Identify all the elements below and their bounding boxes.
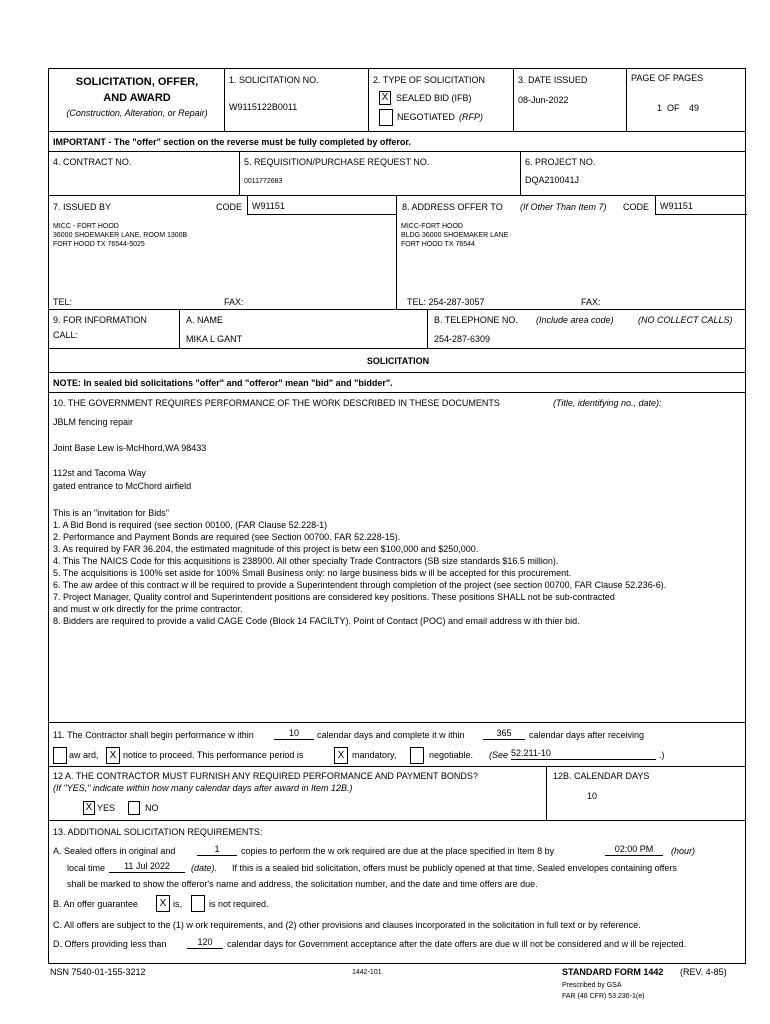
form-title-line2: AND AWARD	[103, 92, 171, 104]
form-title-line1: SOLICITATION, OFFER,	[75, 76, 199, 88]
item10-line: 4. This The NAICS Code for this acquisitions is 238900. All other specialty Trade Contractors (SB size standards $16.5 million).	[53, 556, 559, 566]
requisition-cell	[240, 152, 521, 195]
item13d-text1: D. Offers providing less than	[53, 939, 167, 949]
hour-label: (hour)	[671, 846, 696, 856]
address-offer-code-label: CODE	[623, 202, 650, 212]
info-call-collect-note: (NO COLLECT CALLS)	[638, 315, 733, 325]
date-issued-cell	[514, 69, 627, 131]
guarantee-not-checkbox[interactable]	[191, 895, 205, 912]
footer-form-name: STANDARD FORM 1442	[562, 967, 664, 977]
info-call-label-line1: 9. FOR INFORMATION	[53, 315, 147, 325]
sealed-bid-label: SEALED BID (IFB)	[396, 93, 472, 103]
item13a-text2: copies to perform the w ork required are due at the place specified in Item 8 by	[241, 846, 555, 856]
contract-no-cell	[49, 152, 240, 195]
item12b-cell	[547, 767, 747, 820]
issued-by-fax-label: FAX:	[224, 297, 244, 307]
project-no-value[interactable]: DQA210041J	[525, 175, 580, 185]
item11-text3: calendar days after receiving	[529, 730, 645, 740]
due-date-field[interactable]: 11 Jul 2022	[109, 861, 185, 873]
info-call-name-label: A. NAME	[186, 315, 224, 325]
project-no-label: 6. PROJECT NO.	[525, 157, 596, 167]
important-notice: IMPORTANT - The "offer" section on the reverse must be fully completed by offeror.	[53, 137, 411, 147]
item10-line: 7. Project Manager, Quality control and Superintendent positions are considered key positions. These positions SHALL not be sub-contracted	[53, 592, 615, 602]
negotiated-rfp-label: (RFP)	[459, 112, 483, 122]
guarantee-is-label: is,	[173, 899, 182, 909]
item10-line: 3. As required by FAR 36.204, the estimated magnitude of this project is betw een $100,000 and $250,000.	[53, 544, 479, 554]
issued-by-label: 7. ISSUED BY	[53, 202, 112, 212]
info-call-name-value[interactable]: MIKA L GANT	[186, 334, 243, 344]
address-offer-cell	[397, 196, 747, 309]
item10-row	[49, 393, 745, 723]
footer-far: FAR (48 CFR) 53.236-1(e)	[562, 993, 645, 1000]
due-time-field[interactable]: 02:00 PM	[605, 844, 663, 856]
bonds-no-checkbox[interactable]	[128, 801, 140, 815]
item10-line: 5. The acquisitions is 100% set aside for 100% Small Business only: no large business bids w ill be accepted for this procurement.	[53, 568, 572, 578]
item13a-text1: A. Sealed offers in original and	[53, 846, 176, 856]
info-call-area-code-note: (Include area code)	[536, 315, 614, 325]
solicitation-heading: SOLICITATION	[366, 356, 430, 366]
address-offer-tel: TEL: 254-287-3057	[407, 297, 485, 307]
address-offer-line3: FORT HOOD TX 76544	[401, 241, 475, 248]
item10-line: 6. The aw ardee of this contract w ill be required to provide a Superintendent through completion of the project (see section 00700, FAR Clause 52.236-6).	[53, 580, 667, 590]
see-end: .)	[659, 750, 665, 760]
page-of-pages-cell	[627, 69, 747, 131]
item10-line: 112st and Tacoma Way	[53, 468, 146, 478]
negotiated-label: NEGOTIATED	[397, 112, 455, 122]
type-of-solicitation-cell	[369, 69, 514, 131]
item13-row	[49, 821, 745, 965]
item12-row	[49, 767, 745, 821]
local-time-label: local time	[67, 863, 106, 873]
item10-line: and must w ork directly for the prime contractor.	[53, 604, 243, 614]
item12a-note: (If "YES," indicate within how many calendar days after award in Item 12B.)	[53, 783, 353, 793]
item12b-label: 12B. CALENDAR DAYS	[553, 771, 650, 781]
info-call-phone-label: B. TELEPHONE NO.	[434, 315, 518, 325]
address-offer-line1: MICC-FORT HOOD	[401, 223, 463, 230]
solicitation-heading-row	[49, 349, 745, 373]
bonds-yes-label: YES	[97, 803, 116, 813]
address-offer-fax-label: FAX:	[581, 297, 601, 307]
issued-by-tel-label: TEL:	[53, 297, 73, 307]
issued-by-address-line2: 36000 SHOEMAKER LANE, ROOM 1300B	[53, 232, 188, 239]
item13b-text1: B. An offer guarantee	[53, 899, 138, 909]
award-label: aw ard,	[69, 750, 99, 760]
contract-no-label: 4. CONTRACT NO.	[53, 157, 132, 167]
item10-line: gated entrance to McChord airfield	[53, 481, 192, 491]
sealed-bid-checkbox[interactable]: X	[379, 91, 391, 105]
info-call-phone-value[interactable]: 254-287-6309	[434, 334, 491, 344]
footer-prescribed: Prescribed by GSA	[562, 982, 622, 989]
item13a-text3: If this is a sealed bid solicitation, offers must be publicly opened at that time. Sealed envelopes containing offers	[232, 863, 677, 873]
of-label: OF	[667, 103, 680, 113]
item10-line: JBLM fencing repair	[53, 417, 134, 427]
copies-field[interactable]: 1	[197, 844, 237, 856]
address-offer-label: 8. ADDRESS OFFER TO	[402, 202, 503, 212]
item12b-value[interactable]: 10	[587, 791, 598, 801]
item10-line: 1. A Bid Bond is required (see section 00100, (FAR Clause 52.228-1)	[53, 520, 328, 530]
item10-note: (Title, identifying no., date):	[553, 398, 662, 408]
issued-by-code-value[interactable]: W91151	[252, 201, 285, 211]
ntp-checkbox[interactable]: X	[106, 747, 120, 764]
bid-note: NOTE: In sealed bid solicitations "offer" and "offeror" mean "bid" and "bidder".	[53, 378, 393, 388]
item10-line: Joint Base Lew is-McHhord,WA 98433	[53, 443, 207, 453]
item11-text1: 11. The Contractor shall begin performance w ithin	[53, 730, 254, 740]
date-issued-label: 3. DATE ISSUED	[518, 75, 588, 85]
footer-nsn: NSN 7540-01-155-3212	[50, 967, 146, 977]
info-call-phone-cell	[428, 310, 747, 348]
address-offer-code-value[interactable]: W91151	[660, 201, 693, 211]
item11-row	[49, 723, 745, 767]
issued-by-address-line3: FORT HOOD TX 76544-5025	[53, 241, 145, 248]
issued-by-code-box	[247, 196, 397, 215]
info-call-label-line2: CALL:	[53, 330, 79, 340]
mandatory-label: mandatory,	[352, 750, 397, 760]
solicitation-no-value[interactable]: W9115122B0011	[229, 102, 298, 112]
address-offer-code-box	[655, 196, 747, 215]
project-no-cell	[521, 152, 747, 195]
see-label: (See	[489, 750, 509, 760]
page-number: 1	[657, 103, 663, 113]
total-pages: 49	[689, 103, 700, 113]
item13-label: 13. ADDITIONAL SOLICITATION REQUIREMENTS:	[53, 827, 263, 837]
footer-code: 1442-101	[352, 969, 382, 976]
item13a-text4: shall be marked to show the offeror's name and address, the solicitation number, and the date and time offers are due.	[67, 879, 538, 889]
see-value-field[interactable]: 52.211-10	[511, 748, 656, 760]
issued-by-cell	[49, 196, 397, 309]
requisition-value[interactable]: 0011772683	[244, 178, 283, 185]
issued-by-address-line1: MICC - FORT HOOD	[53, 223, 119, 230]
issued-by-row	[49, 196, 745, 310]
ntp-label: notice to proceed. This performance period is	[123, 750, 304, 760]
solicitation-no-label: 1. SOLICITATION NO.	[229, 75, 319, 85]
guarantee-not-label: is not required.	[209, 899, 269, 909]
page-of-pages-label: PAGE OF PAGES	[631, 73, 704, 83]
date-label: (date).	[191, 863, 218, 873]
item12a-cell	[49, 767, 547, 820]
item13c-text: C. All offers are subject to the (1) w ork requirements, and (2) other provisions and clauses incorporated in the solicitation in full text or by reference.	[53, 920, 641, 930]
acceptance-days-field[interactable]: 120	[187, 937, 223, 949]
guarantee-is-checkbox[interactable]: X	[156, 895, 170, 912]
form-title-line3: (Construction, Alteration, or Repair)	[66, 108, 208, 118]
solicitation-no-cell	[225, 69, 369, 131]
mandatory-checkbox[interactable]: X	[334, 747, 348, 764]
bonds-yes-checkbox[interactable]: X	[83, 801, 95, 815]
note-row	[49, 373, 745, 393]
item13d-text2: calendar days for Government acceptance after the date offers are due w ill not be considered and w ill be rejected.	[227, 939, 687, 949]
info-call-row	[49, 310, 745, 349]
form-title-cell	[49, 69, 225, 131]
award-checkbox[interactable]	[53, 747, 67, 764]
item10-label: 10. THE GOVERNMENT REQUIRES PERFORMANCE OF THE WORK DESCRIBED IN THESE DOCUMENTS	[53, 398, 500, 408]
address-offer-line2: BLDG 36000 SHOEMAKER LANE	[401, 232, 509, 239]
header-row	[49, 69, 745, 132]
item12a-label: 12 A. THE CONTRACTOR MUST FURNISH ANY REQUIRED PERFORMANCE AND PAYMENT BONDS?	[53, 771, 478, 781]
footer-rev: (REV. 4-85)	[680, 967, 727, 977]
item11-text2: calendar days and complete it w ithin	[317, 730, 465, 740]
requisition-label: 5. REQUISITION/PURCHASE REQUEST NO.	[244, 157, 430, 167]
contract-row	[49, 152, 745, 196]
item10-line: This is an "invitation for Bids"	[53, 508, 169, 518]
negotiable-checkbox[interactable]	[410, 747, 424, 764]
negotiable-label: negotiable.	[429, 750, 474, 760]
item10-line: 2. Performance and Payment Bonds are required (see Section 00700. FAR 52.228-15).	[53, 532, 401, 542]
type-of-solicitation-label: 2. TYPE OF SOLICITATION	[373, 75, 486, 85]
date-issued-value[interactable]: 08-Jun-2022	[518, 95, 569, 105]
complete-days-field[interactable]: 365	[483, 728, 525, 740]
solicitation-form	[48, 68, 746, 964]
begin-days-field[interactable]: 10	[274, 728, 314, 740]
item10-line: 8. Bidders are required to provide a valid CAGE Code (Block 14 FACILTY). Point of Contact (POC) and email address w ith thier bid.	[53, 616, 580, 626]
negotiated-checkbox[interactable]	[379, 109, 393, 126]
info-call-label-cell	[49, 310, 180, 348]
important-row	[49, 132, 745, 152]
bonds-no-label: NO	[145, 803, 159, 813]
info-call-name-cell	[180, 310, 428, 348]
issued-by-code-label: CODE	[216, 202, 243, 212]
address-offer-note: (If Other Than Item 7)	[520, 202, 607, 212]
